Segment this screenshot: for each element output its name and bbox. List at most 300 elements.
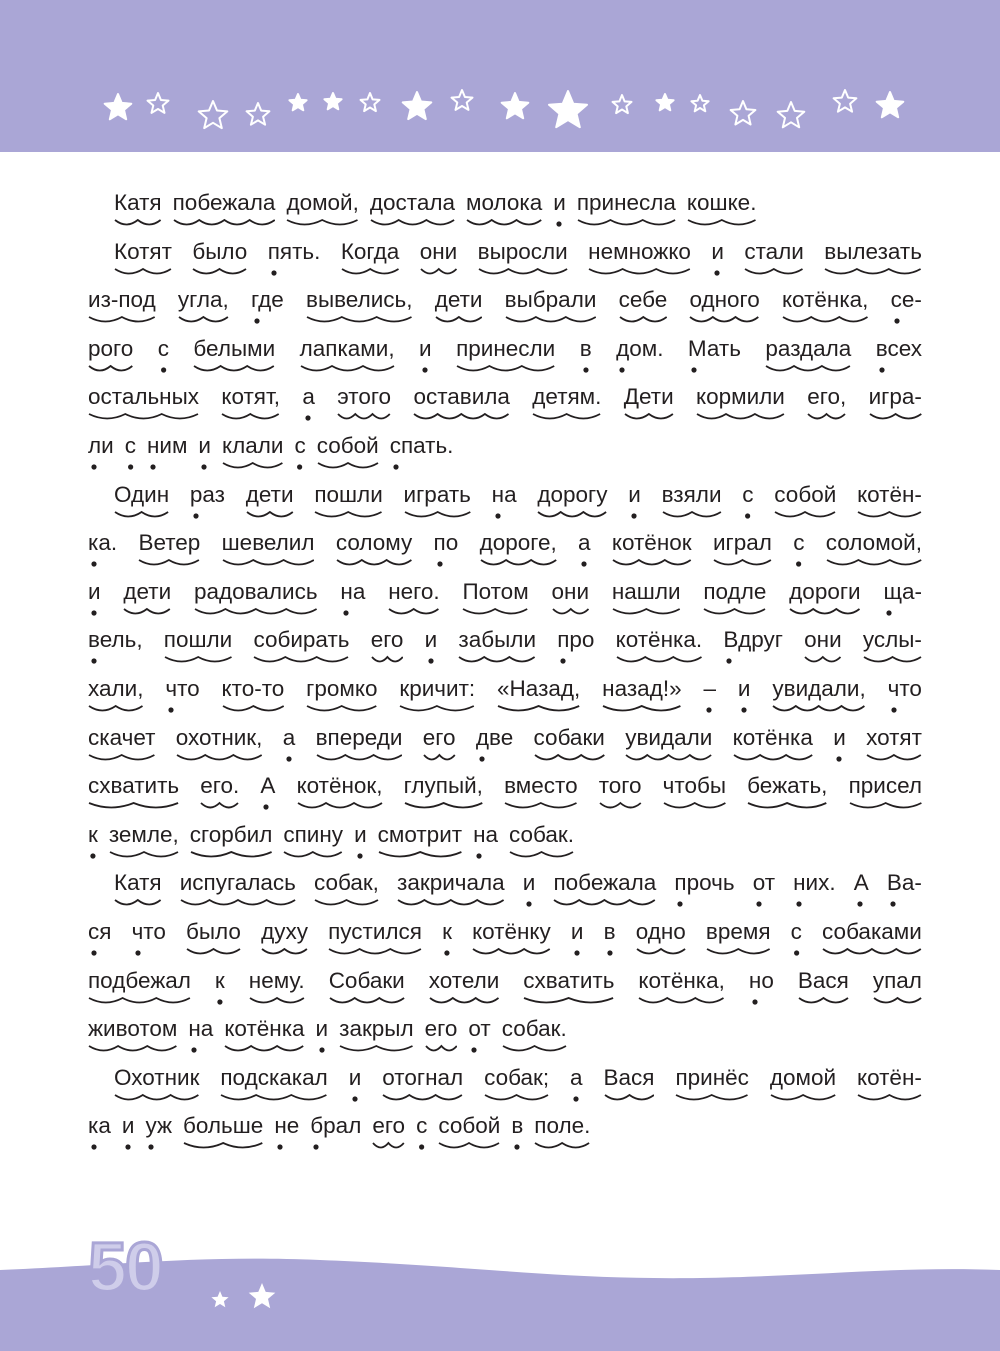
- word-text: соломой,: [825, 530, 922, 556]
- word-text: пять.: [267, 238, 321, 264]
- word: [674, 870, 734, 912]
- word: [317, 433, 379, 475]
- syllable-marks: [420, 265, 458, 281]
- word-text: себе: [618, 287, 668, 313]
- word: [88, 968, 191, 1010]
- syllable-marks: [625, 751, 712, 767]
- word: [399, 676, 475, 718]
- word: [869, 384, 922, 426]
- word-text: собак.: [509, 821, 575, 847]
- word-text: нему.: [248, 967, 305, 993]
- word-text: ся: [88, 918, 112, 944]
- word: [337, 384, 391, 426]
- word: [114, 870, 162, 912]
- word: [88, 773, 179, 815]
- syllable-marks: [425, 653, 438, 669]
- word-text: дороги: [789, 578, 861, 604]
- word: [577, 190, 676, 232]
- syllable-marks: [869, 410, 922, 426]
- word: [190, 482, 225, 524]
- paragraph: [88, 1065, 922, 1162]
- syllable-marks: [88, 848, 98, 864]
- word-text: Вася: [797, 967, 849, 993]
- word: [578, 530, 591, 572]
- word-text: котёнка: [732, 724, 813, 750]
- word: [302, 384, 315, 426]
- syllable-marks: [616, 653, 702, 669]
- word: [833, 725, 846, 767]
- word-text: где: [250, 287, 284, 313]
- syllable-marks: [198, 459, 211, 475]
- word-text: Потом: [462, 578, 529, 604]
- word: [404, 773, 483, 815]
- word: [388, 579, 439, 621]
- syllable-marks: [370, 216, 455, 232]
- word-text: испугалась: [179, 870, 296, 896]
- word: [826, 530, 922, 572]
- word: [747, 773, 827, 815]
- syllable-marks: [476, 751, 513, 767]
- word: [770, 1065, 836, 1107]
- star-icon: [403, 92, 432, 119]
- syllable-marks: [472, 945, 551, 961]
- syllable-marks: [770, 1091, 836, 1107]
- syllable-marks: [88, 459, 114, 475]
- syllable-marks: [753, 896, 775, 912]
- star-icon: [877, 92, 904, 117]
- syllable-marks: [442, 945, 452, 961]
- word: [114, 482, 169, 524]
- word-text: Вдруг: [723, 627, 783, 653]
- word-text: а: [578, 530, 591, 556]
- word: [570, 1065, 583, 1107]
- word: [624, 384, 674, 426]
- word: [706, 919, 771, 961]
- syllable-marks: [294, 459, 305, 475]
- syllable-marks: [552, 605, 590, 621]
- word-text: собаки: [533, 724, 605, 750]
- syllable-marks: [866, 751, 922, 767]
- syllable-marks: [511, 1139, 523, 1155]
- word-text: собак,: [313, 870, 379, 896]
- word-text: к: [442, 918, 452, 944]
- word-text: вылезать: [824, 238, 922, 264]
- syllable-marks: [578, 556, 591, 572]
- word: [188, 1016, 213, 1058]
- word: [458, 627, 536, 669]
- syllable-marks: [317, 459, 379, 475]
- word-text: собирать: [253, 627, 350, 653]
- word-text: было: [185, 918, 241, 944]
- word-text: спать.: [389, 432, 454, 458]
- word: [553, 190, 566, 232]
- word: [190, 822, 273, 864]
- syllable-marks: [336, 556, 412, 572]
- syllable-marks: [849, 799, 922, 815]
- word-text: пустился: [328, 918, 422, 944]
- word-text: земле,: [108, 821, 179, 847]
- syllable-marks: [492, 508, 517, 524]
- word: [336, 530, 412, 572]
- word-text: и: [711, 238, 724, 264]
- syllable-marks: [804, 653, 842, 669]
- word-text: увидали: [625, 724, 713, 750]
- word-text: шевелил: [221, 530, 315, 556]
- word-text: Котят: [114, 238, 172, 264]
- word-text: дети: [123, 578, 172, 604]
- word: [419, 336, 432, 378]
- word: [109, 822, 179, 864]
- word: [178, 287, 229, 329]
- word: [703, 579, 766, 621]
- word: [88, 676, 143, 718]
- word: [804, 627, 842, 669]
- word-text: угла,: [177, 287, 229, 313]
- word: [274, 1113, 299, 1155]
- word-text: и: [833, 724, 846, 750]
- word-text: в: [511, 1113, 524, 1139]
- word-text: подскакал: [220, 1064, 328, 1090]
- word: [687, 190, 757, 232]
- syllable-marks: [222, 702, 285, 718]
- word-text: и: [88, 578, 101, 604]
- syllable-marks: [599, 799, 642, 815]
- word-text: остальных: [88, 384, 200, 410]
- syllable-marks: [580, 362, 592, 378]
- word: [504, 773, 578, 815]
- syllable-marks: [138, 556, 200, 572]
- syllable-marks: [260, 799, 275, 815]
- syllable-marks: [425, 1042, 458, 1058]
- word-text: брал: [310, 1113, 362, 1139]
- word-text: Один: [114, 481, 170, 507]
- syllable-marks: [888, 702, 922, 718]
- word-text: ща-: [883, 578, 922, 604]
- syllable-marks: [577, 216, 676, 232]
- word-text: Катя: [114, 190, 162, 215]
- word: [456, 336, 555, 378]
- word: [372, 1113, 405, 1155]
- syllable-marks: [833, 751, 846, 767]
- syllable-marks: [857, 508, 922, 524]
- word-text: собак.: [501, 1016, 567, 1042]
- word-text: поле.: [534, 1113, 591, 1139]
- word: [251, 287, 284, 329]
- word-text: из-под: [88, 287, 156, 313]
- syllable-marks: [404, 508, 471, 524]
- word-text: собой: [438, 1113, 501, 1139]
- syllable-marks: [88, 702, 143, 718]
- word: [341, 239, 399, 281]
- word: [114, 190, 162, 232]
- syllable-marks: [782, 313, 868, 329]
- syllable-marks: [887, 896, 922, 912]
- word: [798, 968, 849, 1010]
- syllable-marks: [711, 265, 724, 281]
- syllable-marks: [122, 1139, 135, 1155]
- word-text: с: [793, 530, 805, 556]
- word: [340, 579, 365, 621]
- word-text: а: [570, 1064, 583, 1090]
- word-text: котёнка,: [781, 287, 869, 313]
- word-text: кричит:: [399, 675, 476, 701]
- syllable-marks: [863, 653, 922, 669]
- word-text: и: [522, 870, 536, 896]
- word: [532, 384, 601, 426]
- word-text: клали: [222, 432, 284, 458]
- word: [192, 239, 247, 281]
- syllable-marks: [523, 896, 536, 912]
- header-band: [0, 0, 1000, 152]
- star-icon: [148, 93, 169, 113]
- word: [602, 676, 681, 718]
- word: [876, 336, 922, 378]
- word-text: него.: [388, 578, 440, 604]
- word: [791, 919, 802, 961]
- syllable-marks: [602, 702, 681, 718]
- word: [675, 1065, 748, 1107]
- word: [88, 579, 101, 621]
- syllable-marks: [706, 945, 771, 961]
- word-text: уж: [145, 1113, 172, 1139]
- word-text: домой: [769, 1064, 837, 1090]
- word-text: Дети: [623, 384, 674, 410]
- text-line: [88, 530, 922, 579]
- syllable-marks: [466, 216, 542, 232]
- word-text: Вася: [603, 1064, 655, 1090]
- word-text: и: [315, 1016, 329, 1042]
- word-text: А: [853, 870, 869, 896]
- text-line: [88, 287, 922, 336]
- word: [180, 870, 296, 912]
- word: [774, 482, 836, 524]
- word: [689, 287, 759, 329]
- word: [294, 433, 305, 475]
- word-text: побежала: [172, 190, 276, 215]
- syllable-marks: [873, 994, 922, 1010]
- text-line: [88, 336, 922, 385]
- syllable-marks: [178, 313, 229, 329]
- word-text: что: [887, 675, 922, 701]
- star-icon: [361, 93, 380, 111]
- syllable-marks: [532, 410, 601, 426]
- word-text: и: [419, 335, 432, 361]
- word-text: схватить: [523, 967, 615, 993]
- word: [553, 870, 656, 912]
- word-text: Мать: [687, 335, 741, 361]
- word: [88, 287, 156, 329]
- syllable-marks: [478, 265, 568, 281]
- star-icon: [247, 103, 270, 125]
- word: [114, 1065, 199, 1107]
- syllable-marks: [251, 313, 284, 329]
- syllable-marks: [557, 653, 594, 669]
- syllable-marks: [123, 605, 171, 621]
- word-text: про: [557, 627, 595, 653]
- syllable-marks: [534, 1139, 590, 1155]
- word-text: вель,: [88, 627, 143, 653]
- word: [222, 530, 315, 572]
- word-text: они: [551, 578, 590, 604]
- word: [378, 822, 462, 864]
- text-line: [88, 773, 922, 822]
- word: [616, 336, 663, 378]
- word: [88, 1113, 111, 1155]
- word: [221, 384, 280, 426]
- word-text: прочь: [674, 870, 735, 896]
- word-text: принесли: [456, 335, 556, 361]
- syllable-marks: [703, 605, 766, 621]
- syllable-marks: [339, 1042, 414, 1058]
- syllable-marks: [114, 1091, 199, 1107]
- word: [224, 1016, 304, 1058]
- word-text: по: [433, 530, 459, 556]
- syllable-marks: [824, 265, 922, 281]
- word-text: Когда: [340, 238, 400, 264]
- syllable-marks: [88, 605, 101, 621]
- syllable-marks: [429, 994, 500, 1010]
- word-text: схватить: [88, 773, 180, 799]
- word: [220, 1065, 327, 1107]
- word: [688, 336, 741, 378]
- word-text: с: [294, 432, 306, 458]
- word: [438, 1113, 500, 1155]
- syllable-marks: [371, 653, 404, 669]
- syllable-marks: [713, 556, 772, 572]
- syllable-marks: [388, 605, 439, 621]
- word: [314, 870, 379, 912]
- syllable-marks: [807, 410, 846, 426]
- word-text: громко: [306, 675, 378, 701]
- syllable-marks: [300, 362, 395, 378]
- syllable-marks: [696, 410, 785, 426]
- word: [473, 822, 498, 864]
- syllable-marks: [703, 702, 716, 718]
- word-text: «Назад,: [497, 675, 581, 701]
- word-text: глупый,: [403, 773, 483, 799]
- syllable-marks: [742, 508, 753, 524]
- star-icon: [452, 90, 473, 110]
- word: [638, 968, 724, 1010]
- word: [662, 482, 722, 524]
- syllable-marks: [88, 410, 199, 426]
- syllable-marks: [553, 216, 566, 232]
- syllable-marks: [772, 702, 865, 718]
- word: [88, 384, 199, 426]
- syllable-marks: [854, 896, 869, 912]
- word-text: игра-: [868, 384, 922, 410]
- syllable-marks: [268, 265, 321, 281]
- syllable-marks: [588, 265, 691, 281]
- word-text: духу: [261, 918, 308, 944]
- word: [420, 239, 458, 281]
- word-text: услы-: [862, 627, 922, 653]
- syllable-marks: [286, 216, 358, 232]
- stars-row-icon: [0, 70, 1000, 150]
- syllable-marks: [473, 848, 498, 864]
- word: [663, 773, 726, 815]
- word-text: Собаки: [328, 967, 405, 993]
- word: [723, 627, 783, 669]
- text-line: [88, 239, 922, 288]
- word-text: хотят: [866, 724, 922, 750]
- star-icon: [105, 94, 132, 119]
- word-text: его: [370, 627, 404, 653]
- syllable-marks: [468, 1042, 490, 1058]
- syllable-marks: [329, 994, 405, 1010]
- word: [416, 1113, 427, 1155]
- word: [502, 1016, 567, 1058]
- syllable-marks: [306, 313, 413, 329]
- word: [88, 627, 143, 669]
- syllable-marks: [733, 751, 813, 767]
- word-text: выросли: [477, 238, 568, 264]
- syllable-marks: [261, 945, 308, 961]
- syllable-marks: [604, 945, 616, 961]
- word-text: немножко: [588, 238, 691, 264]
- syllable-marks: [484, 1091, 549, 1107]
- syllable-marks: [306, 702, 377, 718]
- syllable-marks: [689, 313, 759, 329]
- word-text: с: [742, 481, 754, 507]
- syllable-marks: [88, 362, 133, 378]
- word: [523, 870, 536, 912]
- syllable-marks: [173, 216, 276, 232]
- word-text: дом.: [616, 335, 664, 361]
- word: [165, 676, 199, 718]
- word-text: принёс: [675, 1064, 749, 1090]
- paragraph: [88, 190, 922, 239]
- word-text: собой: [316, 432, 379, 458]
- word-text: дороге,: [479, 530, 557, 556]
- word: [612, 579, 681, 621]
- word: [382, 1065, 463, 1107]
- word: [349, 1065, 362, 1107]
- word-text: взяли: [661, 481, 722, 507]
- syllable-marks: [220, 1091, 327, 1107]
- word: [88, 530, 117, 572]
- word-text: и: [570, 918, 584, 944]
- syllable-marks: [314, 896, 379, 912]
- word-text: было: [192, 238, 248, 264]
- word-text: Ветер: [138, 530, 201, 556]
- syllable-marks: [193, 362, 275, 378]
- word: [472, 919, 551, 961]
- word-text: белыми: [193, 335, 276, 361]
- word-text: одно: [635, 918, 686, 944]
- word: [429, 968, 500, 1010]
- word: [857, 482, 922, 524]
- word: [88, 725, 155, 767]
- word: [194, 579, 318, 621]
- word-text: а: [302, 384, 315, 410]
- word-text: увидали,: [772, 675, 866, 701]
- syllable-marks: [826, 556, 922, 572]
- syllable-marks: [88, 751, 155, 767]
- word: [88, 336, 133, 378]
- syllable-marks: [747, 799, 827, 815]
- syllable-marks: [798, 994, 849, 1010]
- syllable-marks: [616, 362, 663, 378]
- syllable-marks: [224, 1042, 304, 1058]
- word-text: выбрали: [504, 287, 597, 313]
- word: [88, 433, 114, 475]
- word-text: упал: [872, 967, 922, 993]
- word-text: спину: [283, 821, 344, 847]
- syllable-marks: [456, 362, 555, 378]
- syllable-marks: [192, 265, 247, 281]
- word: [854, 870, 869, 912]
